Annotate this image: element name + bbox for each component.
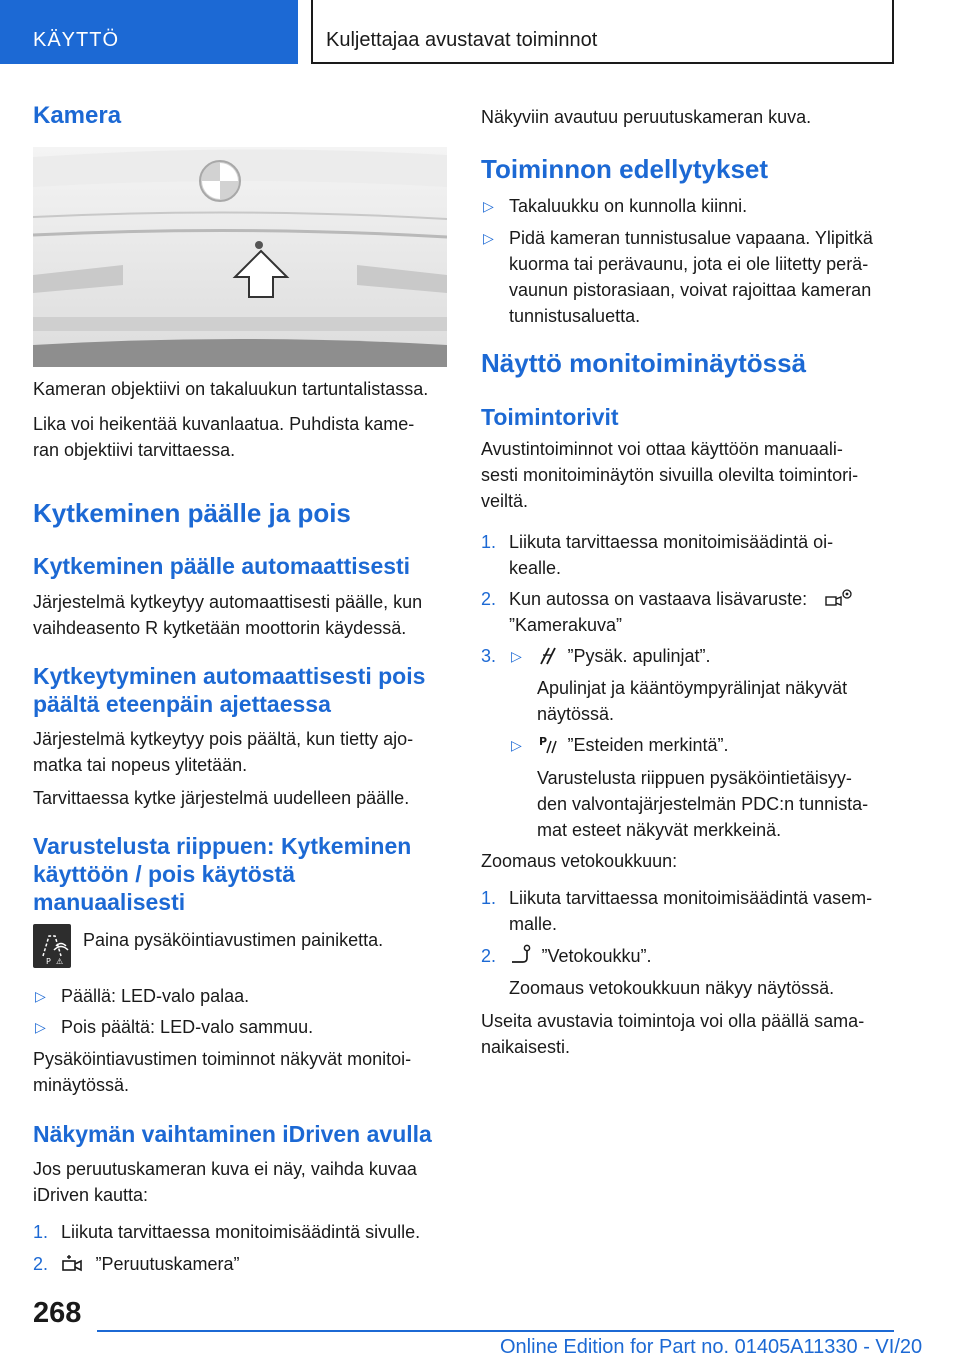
idrive-step-2-content (61, 1251, 447, 1277)
step-number: 2. (481, 946, 497, 966)
park-assist-button-row (33, 924, 447, 970)
step-number: 3. (481, 646, 497, 666)
auto-off-title-line-2: päältä eteenpäin ajettaessa (33, 691, 331, 717)
footer-edition: Online Edition for Part no. 01405A11330 - VI/20 (500, 1336, 923, 1358)
idrive-step-1-text: Liikuta tarvittaessa monitoimisäädintä sivulle. (61, 1222, 421, 1242)
requirement-bullet-2-line-3: vaunun pistorasiaan, voivat rajoittaa kameran (509, 280, 872, 300)
obstacle-marking-desc-2: den valvontajärjestelmän PDC:n tunnista- (537, 794, 869, 814)
auto-on-paragraph-2: vaihdeasento R kytketään moottorin käydessä. (33, 618, 407, 638)
step-number: 1. (481, 888, 497, 908)
final-note-2: naikaisesti. (481, 1037, 571, 1057)
multifunction-display-title: Näyttö monitoiminäytössä (481, 348, 807, 378)
idrive-title: Näkymän vaihtaminen iDriven avulla (33, 1121, 432, 1147)
svg-text:⚠: ⚠ (56, 957, 64, 966)
manual-title-line-1: Varustelusta riippuen: Kytkeminen (33, 833, 412, 859)
idrive-step-1 (33, 1219, 447, 1245)
parking-lines-desc-2: näytössä. (537, 704, 615, 724)
bullet-marker: ▷ (511, 737, 522, 753)
header-section-tab (0, 0, 298, 64)
auto-on-title: Kytkeminen päälle automaattisesti (33, 553, 411, 579)
bars-step-1-line-1: Liikuta tarvittaessa monitoimisäädintä oi- (509, 532, 834, 552)
bullet-marker: ▷ (35, 988, 46, 1004)
header-section-label: KÄYTTÖ (33, 29, 120, 51)
tow-hitch-icon (509, 944, 533, 971)
camera-paragraph-2b: ran objektiivi tarvittaessa. (33, 440, 236, 460)
park-assist-button-text: Paina pysäköintiavustimen painiketta. (83, 930, 384, 950)
function-bars-p1: Avustintoiminnot voi ottaa käyttöön manuaali- (481, 439, 843, 459)
bars-step-2 (481, 586, 895, 638)
requirements-title: Toiminnon edellytykset (481, 154, 769, 184)
manual-title-line-3: manuaalisesti (33, 889, 186, 915)
manual-bullet-2-text: Pois päältä: LED-valo sammuu. (61, 1017, 314, 1037)
tow-hitch-label: ”Vetokoukku”. (541, 946, 652, 966)
idrive-paragraph-1: Jos peruutuskameran kuva ei näy, vaihda kuvaa (33, 1159, 417, 1179)
obstacle-marking-icon (537, 733, 559, 760)
step-number: 2. (481, 589, 497, 609)
auto-off-paragraph-3: Tarvittaessa kytke järjestelmä uudelleen päälle. (33, 788, 410, 808)
manual-title-line-2: käyttöön / pois käytöstä (33, 861, 296, 887)
zoom-step-2-line-1 (509, 943, 895, 969)
requirement-bullet-2-line-1: Pidä kameran tunnistusalue vapaana. Ylipitkä (509, 228, 873, 248)
auto-off-paragraph-1: Järjestelmä kytkeytyy pois päältä, kun tietty ajo- (33, 729, 414, 749)
header-chapter-box (311, 0, 894, 64)
final-note-1: Useita avustavia toimintoja voi olla päällä sama- (481, 1011, 865, 1031)
requirement-bullet-1 (481, 193, 895, 219)
manual-bullet-1-text: Päällä: LED-valo palaa. (61, 986, 250, 1006)
camera-title: Kamera (33, 102, 122, 129)
idrive-step-2-text: ”Peruutuskamera” (95, 1254, 240, 1274)
parking-lines-label: ”Pysäk. apulinjat”. (567, 646, 711, 666)
park-assist-button-icon (33, 924, 71, 968)
camera-icon (61, 1252, 87, 1279)
bars-step-1 (481, 529, 895, 581)
manual-bullet-1 (33, 983, 447, 1009)
requirement-bullet-2-line-2: kuorma tai perävaunu, jota ei ole liitetty perä- (509, 254, 869, 274)
zoom-step-1 (481, 885, 895, 937)
function-bars-title: Toimintorivit (481, 404, 619, 430)
bullet-marker: ▷ (35, 1019, 46, 1035)
step-number: 1. (33, 1222, 49, 1242)
bullet-marker: ▷ (483, 198, 494, 214)
bars-step-2-text: Kun autossa on vastaava lisävaruste: (509, 589, 808, 609)
manual-after-1: Pysäköintiavustimen toiminnot näkyvät monitoi- (33, 1049, 412, 1069)
obstacle-marking-option (537, 732, 729, 758)
bullet-marker: ▷ (511, 648, 522, 664)
manual-after-2: minäytössä. (33, 1075, 130, 1095)
parking-lines-desc-1: Apulinjat ja kääntöympyrälinjat näkyvät (537, 678, 848, 698)
obstacle-marking-desc-1: Varustelusta riippuen pysäköintietäisyy- (537, 768, 852, 788)
zoom-step-1-line-1: Liikuta tarvittaessa monitoimisäädintä vasem- (509, 888, 873, 908)
bars-step-3 (481, 643, 895, 843)
header-chapter-label: Kuljettajaa avustavat toiminnot (326, 29, 598, 51)
manual-bullet-2 (33, 1014, 447, 1040)
zoom-title: Zoomaus vetokoukkuun: (481, 851, 678, 871)
parking-lines-icon (537, 644, 559, 671)
camera-settings-icon (824, 587, 854, 614)
footer-rule (97, 1330, 894, 1332)
zoom-step-2 (481, 943, 895, 999)
camera-paragraph-2a: Lika voi heikentää kuvanlaatua. Puhdista kame- (33, 414, 415, 434)
bars-step-2-line-1 (509, 586, 895, 612)
zoom-step-2-line-2: Zoomaus vetokoukkuun näkyy näytössä. (509, 978, 835, 998)
obstacle-marking-desc-3: mat esteet näkyvät merkkeinä. (537, 820, 782, 840)
svg-text:P: P (539, 735, 548, 749)
page-number: 268 (33, 1297, 82, 1329)
function-bars-p3: veiltä. (481, 491, 529, 511)
zoom-step-1-line-2: malle. (509, 914, 558, 934)
obstacle-marking-label: ”Esteiden merkintä”. (567, 735, 729, 755)
auto-off-paragraph-2: matka tai nopeus ylitetään. (33, 755, 248, 775)
bars-step-1-line-2: kealle. (509, 558, 562, 578)
camera-view-intro: Näkyviin avautuu peruutuskameran kuva. (481, 107, 812, 127)
requirement-bullet-2 (481, 225, 895, 329)
auto-on-paragraph-1: Järjestelmä kytkeytyy automaattisesti päälle, kun (33, 592, 423, 612)
svg-text:P: P (46, 957, 51, 966)
camera-paragraph-1: Kameran objektiivi on takaluukun tartuntalistassa. (33, 379, 429, 399)
requirement-bullet-1-text: Takaluukku on kunnolla kiinni. (509, 196, 748, 216)
camera-location-illustration (33, 147, 447, 367)
requirement-bullet-2-line-4: tunnistusaluetta. (509, 306, 641, 326)
switch-on-off-title: Kytkeminen päälle ja pois (33, 498, 351, 528)
bullet-marker: ▷ (483, 230, 494, 246)
idrive-paragraph-2: iDriven kautta: (33, 1185, 149, 1205)
idrive-step-2 (33, 1251, 447, 1277)
function-bars-p2: sesti monitoiminäytön sivuilla olevilta toimintori- (481, 465, 859, 485)
bars-step-2-line-2: ”Kamerakuva” (509, 615, 623, 635)
parking-lines-option (537, 643, 711, 669)
step-number: 1. (481, 532, 497, 552)
auto-off-title-line-1: Kytkeytyminen automaattisesti pois (33, 663, 426, 689)
step-number: 2. (33, 1254, 49, 1274)
